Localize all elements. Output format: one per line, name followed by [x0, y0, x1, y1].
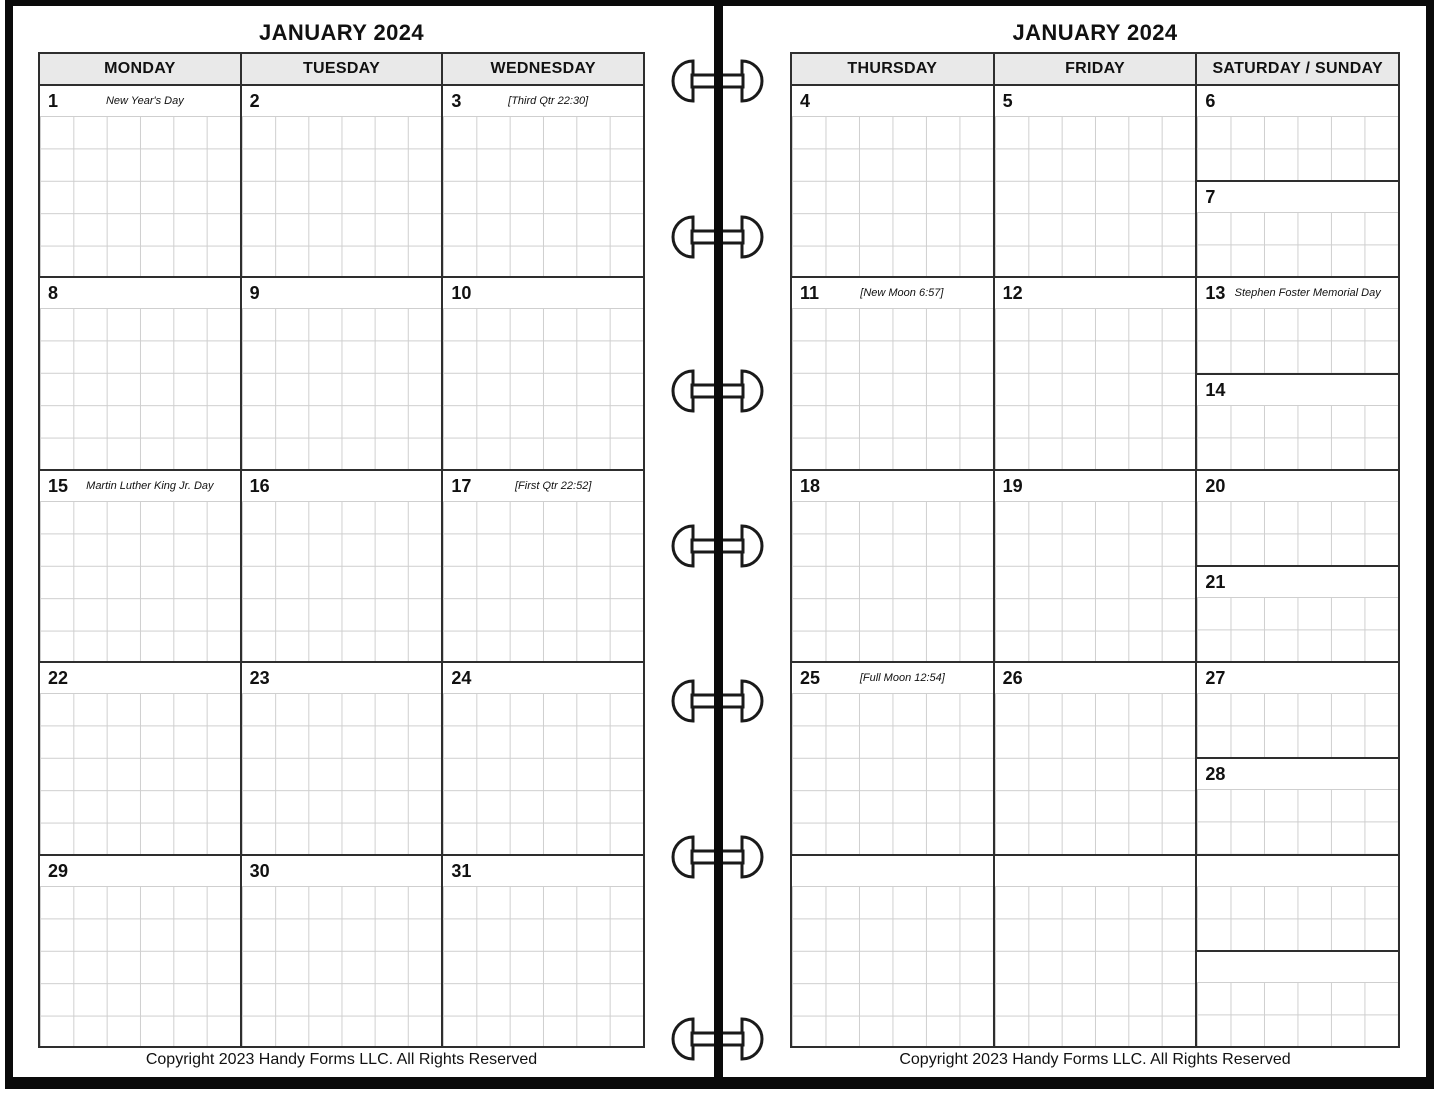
day-half-empty	[1197, 950, 1398, 1046]
day-label-band	[1197, 759, 1398, 789]
day-number-29: 29	[48, 860, 69, 881]
weekday-header-row	[792, 54, 1398, 86]
day-number-22: 22	[48, 668, 69, 689]
day-half-27	[1197, 663, 1398, 757]
day-note: [First Qtr 22:52]	[514, 479, 592, 492]
day-cell-11	[792, 278, 995, 468]
day-cell-12	[995, 278, 1198, 468]
day-half-21	[1197, 565, 1398, 661]
week-row	[792, 471, 1398, 663]
writing-grid	[1197, 308, 1398, 372]
weekday-header-monday: MONDAY	[40, 54, 242, 84]
day-number-19: 19	[1002, 475, 1023, 496]
day-cell-empty	[995, 856, 1198, 1046]
day-cell-split	[1197, 278, 1398, 468]
weekday-header-saturday-sunday: SATURDAY / SUNDAY	[1212, 60, 1383, 77]
day-number-18: 18	[800, 475, 821, 496]
day-cell-19	[995, 471, 1198, 661]
day-label-band	[792, 86, 993, 116]
weekday-header-wednesday: WEDNESDAY	[490, 60, 596, 77]
day-number-7: 7	[1205, 187, 1216, 208]
day-number-24: 24	[451, 668, 472, 689]
copyright-right: Copyright 2023 Handy Forms LLC. All Rights Reserved	[899, 1051, 1291, 1068]
day-cell-split	[1197, 663, 1398, 853]
day-half-empty	[1197, 856, 1398, 950]
day-number-28: 28	[1205, 764, 1226, 785]
day-label-band	[1197, 375, 1398, 405]
day-label-band	[792, 278, 993, 308]
day-number-15: 15	[48, 475, 69, 496]
writing-grid	[1197, 693, 1398, 757]
day-number-20: 20	[1205, 475, 1226, 496]
binder-spine	[714, 3, 723, 1087]
day-half-13	[1197, 278, 1398, 372]
writing-grid	[1197, 116, 1398, 180]
day-number-1: 1	[48, 91, 59, 111]
day-number-5: 5	[1002, 91, 1013, 111]
weekday-header-friday: FRIDAY	[995, 54, 1198, 84]
writing-grid	[1197, 982, 1398, 1046]
week-row	[792, 278, 1398, 470]
day-note: New Year's Day	[105, 95, 184, 107]
day-label-band	[1197, 663, 1398, 693]
writing-grid	[995, 886, 1196, 1046]
day-label-band	[995, 471, 1196, 501]
day-note: [Full Moon 12:54]	[859, 672, 945, 685]
day-half-7	[1197, 180, 1398, 276]
writing-grid	[792, 886, 993, 1046]
day-number-9: 9	[249, 283, 260, 304]
day-label-band	[792, 663, 993, 693]
weeks-grid-right	[792, 86, 1398, 1046]
day-number-2: 2	[249, 91, 260, 111]
day-cell-split	[1197, 856, 1398, 1046]
calendar-right	[790, 52, 1400, 1048]
day-label-band	[1197, 471, 1398, 501]
day-number-21: 21	[1205, 572, 1226, 593]
page-title-right: JANUARY 2024	[1012, 20, 1178, 45]
week-row	[792, 663, 1398, 855]
writing-grid	[792, 116, 993, 276]
day-label-band	[1197, 182, 1398, 212]
weekday-header-tuesday: TUESDAY	[242, 54, 444, 84]
day-cell-split	[1197, 86, 1398, 276]
day-note: [Third Qtr 22:30]	[508, 95, 589, 107]
day-number-25: 25	[800, 668, 821, 689]
writing-grid	[1197, 212, 1398, 276]
day-number-30: 30	[249, 860, 270, 881]
writing-grid	[995, 116, 1196, 276]
day-cell-26	[995, 663, 1198, 853]
day-number-17: 17	[451, 475, 472, 496]
writing-grid	[1197, 405, 1398, 469]
day-number-8: 8	[48, 283, 59, 304]
day-label-band	[1197, 567, 1398, 597]
day-cell-5	[995, 86, 1198, 276]
writing-grid	[1197, 886, 1398, 950]
day-cell-18	[792, 471, 995, 661]
writing-grid	[995, 693, 1196, 853]
day-label-band	[995, 663, 1196, 693]
day-label-band	[1197, 952, 1398, 982]
day-number-31: 31	[451, 860, 472, 881]
day-number-3: 3	[451, 91, 462, 111]
day-label-band	[995, 278, 1196, 308]
day-number-16: 16	[249, 475, 270, 496]
day-label-band	[1197, 278, 1398, 308]
writing-grid	[995, 501, 1196, 661]
page-title-left: JANUARY 2024	[259, 20, 424, 45]
day-half-14	[1197, 373, 1398, 469]
writing-grid	[995, 308, 1196, 468]
day-note: [New Moon 6:57]	[860, 287, 944, 300]
day-note: Stephen Foster Memorial Day	[1234, 287, 1381, 300]
day-number-26: 26	[1002, 668, 1023, 689]
day-note: Martin Luther King Jr. Day	[86, 479, 214, 492]
day-label-band	[1197, 856, 1398, 886]
day-number-23: 23	[249, 668, 270, 689]
day-number-4: 4	[800, 91, 811, 111]
day-label-band	[792, 856, 993, 886]
day-half-20	[1197, 471, 1398, 565]
day-cell-25	[792, 663, 995, 853]
weekday-header-thursday: THURSDAY	[792, 54, 995, 84]
day-number-14: 14	[1205, 379, 1226, 400]
day-number-10: 10	[451, 283, 472, 304]
day-number-12: 12	[1002, 283, 1023, 304]
day-number-13: 13	[1205, 283, 1226, 304]
writing-grid	[792, 501, 993, 661]
writing-grid	[792, 308, 993, 468]
day-cell-4	[792, 86, 995, 276]
writing-grid	[1197, 597, 1398, 661]
day-number-27: 27	[1205, 668, 1226, 689]
week-row	[792, 856, 1398, 1046]
day-cell-split	[1197, 471, 1398, 661]
day-label-band	[1197, 86, 1398, 116]
day-label-band	[995, 86, 1196, 116]
day-cell-empty	[792, 856, 995, 1046]
writing-grid	[1197, 501, 1398, 565]
day-half-6	[1197, 86, 1398, 180]
day-label-band	[792, 471, 993, 501]
writing-grid	[792, 693, 993, 853]
week-row	[792, 86, 1398, 278]
day-number-6: 6	[1205, 91, 1216, 111]
day-label-band	[995, 856, 1196, 886]
writing-grid	[1197, 789, 1398, 853]
copyright-left: Copyright 2023 Handy Forms LLC. All Rights Reserved	[145, 1051, 538, 1068]
day-number-11: 11	[800, 283, 820, 304]
day-half-28	[1197, 757, 1398, 853]
